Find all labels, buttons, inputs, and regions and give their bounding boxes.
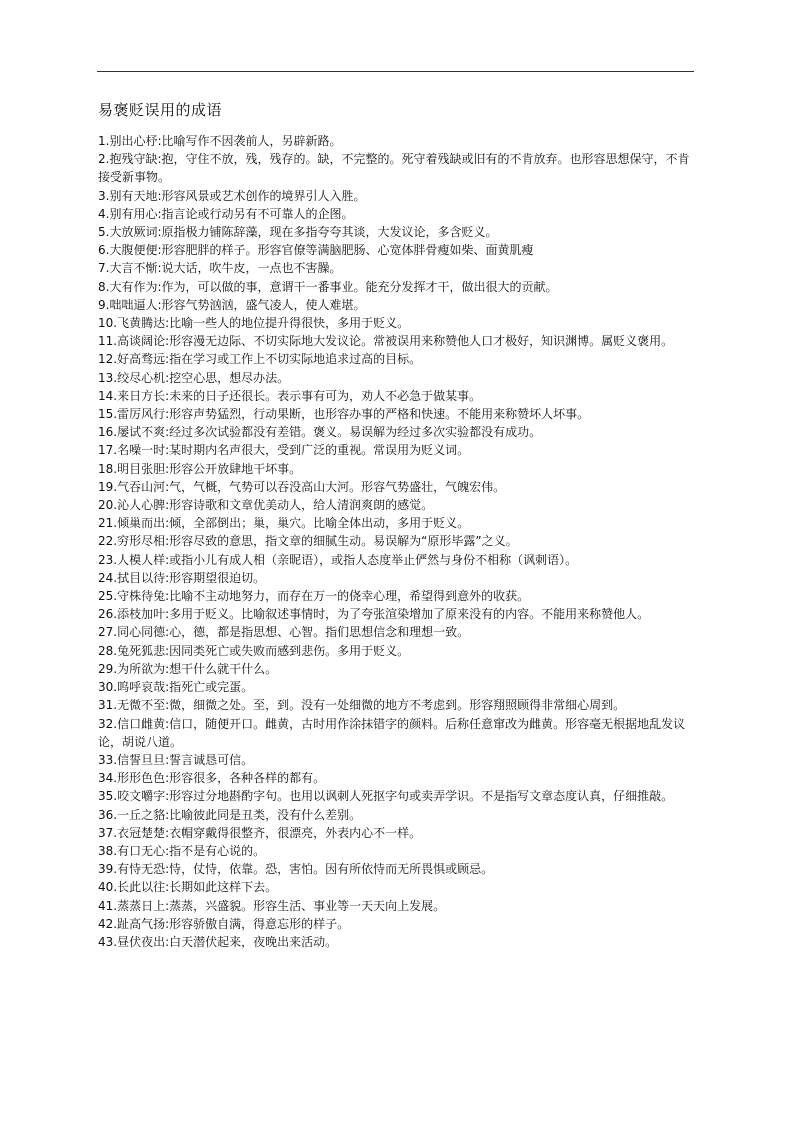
- idiom-entry-text: 6.大腹便便:形容肥胖的样子。形容官僚等满脑肥肠、心宽体胖骨瘦如柴、面黄肌瘦: [98, 243, 534, 258]
- idiom-entry-text: 42.趾高气扬:形容骄傲自满，得意忘形的样子。: [98, 916, 350, 931]
- idiom-entry: [98, 842, 694, 860]
- idiom-entry: [98, 551, 694, 569]
- idiom-entry: [98, 496, 694, 514]
- idiom-entry-text: 36.一丘之貉:比喻彼此同是丑类，没有什么差别。: [98, 807, 362, 822]
- idiom-entry: [98, 878, 694, 896]
- idiom-entry-text: 27.同心同德:心，德，都是指思想、心智。指们思想信念和理想一致。: [98, 625, 470, 640]
- idiom-entry-text: 8.大有作为:作为，可以做的事，意谓干一番事业。能充分发挥才干，做出很大的贡献。: [98, 279, 558, 294]
- idiom-entry: [98, 532, 694, 550]
- idiom-list: [98, 132, 694, 951]
- idiom-entry-text: 18.明目张胆:形容公开放肆地干坏事。: [98, 461, 302, 476]
- idiom-entry: [98, 678, 694, 696]
- idiom-entry-text: 29.为所欲为:想干什么就干什么。: [98, 661, 278, 676]
- idiom-entry: [98, 623, 694, 641]
- idiom-entry-text: 12.好高骛远:指在学习或工作上不切实际地追求过高的目标。: [98, 352, 422, 367]
- idiom-entry: [98, 369, 694, 387]
- idiom-entry-text: 35.咬文嚼字:形容过分地斟酌字句。也用以讽刺人死抠字句或卖弄学识。不是指写文章态度认真，仔细推敲。: [98, 789, 674, 804]
- idiom-entry: [98, 860, 694, 878]
- idiom-entry-text: 23.人模人样:或指小儿有成人相（亲昵语），或指人态度举止俨然与身份不相称（讽刺语）。: [98, 552, 578, 567]
- idiom-entry: [98, 478, 694, 496]
- idiom-entry: [98, 187, 694, 205]
- idiom-entry-text: 24.拭目以待:形容期望很迫切。: [98, 570, 266, 585]
- header-rule: [97, 71, 694, 72]
- idiom-entry: [98, 514, 694, 532]
- idiom-entry-text: 16.屡试不爽:经过多次试验都没有差错。褒义。易误解为经过多次实验都没有成功。: [98, 425, 542, 440]
- idiom-entry-text: 2.抱残守缺:抱，守住不放，残，残存的。缺，不完整的。死守着残缺或旧有的不肯放弃。也形容思想保守，不肯接受新事物。: [98, 152, 690, 185]
- idiom-entry-text: 30.呜呼哀哉:指死亡或完蛋。: [98, 680, 254, 695]
- idiom-entry-text: 17.名噪一时:某时期内名声很大，受到广泛的重视。常误用为贬义词。: [98, 443, 470, 458]
- idiom-entry-text: 39.有恃无恐:恃，仗恃，依靠。恐，害怕。因有所依恃而无所畏惧或顾忌。: [98, 862, 494, 877]
- idiom-entry-text: 20.沁人心脾:形容诗歌和文章优美动人，给人清润爽朗的感觉。: [98, 498, 434, 513]
- idiom-entry: [98, 587, 694, 605]
- idiom-entry-text: 19.气吞山河:气，气概，气势可以吞没高山大河。形容气势盛壮，气魄宏伟。: [98, 479, 506, 494]
- idiom-entry: [98, 460, 694, 478]
- idiom-entry-text: 32.信口雌黄:信口，随便开口。雌黄，古时用作涂抹错字的颜料。后称任意窜改为雌黄。形容毫无根据地乱发议论，胡说八道。: [98, 716, 686, 749]
- idiom-entry: [98, 205, 694, 223]
- idiom-entry: [98, 387, 694, 405]
- idiom-entry: [98, 915, 694, 933]
- idiom-entry: [98, 423, 694, 441]
- idiom-entry-text: 34.形形色色:形容很多，各种各样的都有。: [98, 771, 326, 786]
- idiom-entry-text: 22.穷形尽相:形容尽致的意思，指文章的细腻生动。易误解为“原形毕露”之义。: [98, 534, 518, 549]
- idiom-entry-text: 37.衣冠楚楚:衣帽穿戴得很整齐，很漂亮，外表内心不一样。: [98, 825, 422, 840]
- idiom-entry-text: 14.来日方长:未来的日子还很长。表示事有可为，劝人不必急于做某事。: [98, 388, 482, 403]
- idiom-entry-text: 21.倾巢而出:倾，全部倒出；巢，巢穴。比喻全体出动，多用于贬义。: [98, 516, 470, 531]
- idiom-entry-text: 28.兔死狐悲:因同类死亡或失败而感到悲伤。多用于贬义。: [98, 643, 410, 658]
- idiom-entry-text: 13.绞尽心机:挖空心思，想尽办法。: [98, 370, 290, 385]
- idiom-entry-text: 43.昼伏夜出:白天潜伏起来，夜晚出来活动。: [98, 934, 338, 949]
- idiom-entry: [98, 660, 694, 678]
- idiom-entry: [98, 933, 694, 951]
- idiom-entry: [98, 405, 694, 423]
- idiom-entry: [98, 223, 694, 241]
- idiom-entry-text: 10.飞黄腾达:比喻一些人的地位提升得很快，多用于贬义。: [98, 316, 410, 331]
- idiom-entry: [98, 696, 694, 714]
- idiom-entry-text: 25.守株待兔:比喻不主动地努力，而存在万一的侥幸心理，希望得到意外的收获。: [98, 589, 530, 604]
- document-title: 易褒贬误用的成语: [98, 101, 223, 119]
- idiom-entry-text: 38.有口无心:指不是有心说的。: [98, 843, 266, 858]
- idiom-entry: [98, 569, 694, 587]
- idiom-entry-text: 40.长此以往:长期如此这样下去。: [98, 880, 278, 895]
- idiom-entry-text: 1.别出心杼:比喻写作不因袭前人，另辟新路。: [98, 134, 342, 148]
- idiom-entry: [98, 296, 694, 314]
- idiom-entry-text: 9.咄咄逼人:形容气势汹汹，盛气凌人，使人难堪。: [98, 297, 366, 312]
- idiom-entry: [98, 806, 694, 824]
- idiom-entry-text: 31.无微不至:微，细微之处。至，到。没有一处细微的地方不考虑到。形容翔照顾得非常细心周到。: [98, 698, 626, 713]
- idiom-entry-text: 41.蒸蒸日上:蒸蒸，兴盛貌。形容生活、事业等一天天向上发展。: [98, 898, 446, 913]
- idiom-entry: [98, 751, 694, 769]
- idiom-entry: [98, 241, 694, 259]
- idiom-entry: [98, 715, 694, 751]
- idiom-entry: [98, 605, 694, 623]
- idiom-entry: [98, 332, 694, 350]
- idiom-entry: [98, 441, 694, 459]
- idiom-entry-text: 26.添枝加叶:多用于贬义。比喻叙述事情时，为了夸张渲染增加了原来没有的内容。不能用来称赞他人。: [98, 607, 650, 622]
- idiom-entry-text: 33.信誓旦旦:誓言诚恳可信。: [98, 752, 254, 767]
- idiom-entry: [98, 824, 694, 842]
- idiom-entry: [98, 150, 694, 186]
- idiom-entry-text: 7.大言不惭:说大话，吹牛皮，一点也不害臊。: [98, 261, 342, 276]
- idiom-entry-text: 4.别有用心:指言论或行动另有不可靠人的企图。: [98, 206, 354, 221]
- idiom-entry: [98, 132, 694, 150]
- idiom-entry: [98, 897, 694, 915]
- idiom-entry: [98, 314, 694, 332]
- idiom-entry: [98, 769, 694, 787]
- idiom-entry-text: 3.别有天地:形容风景或艺术创作的境界引人入胜。: [98, 188, 366, 203]
- idiom-entry-text: 11.高谈阔论:形容漫无边际、不切实际地大发议论。常被误用来称赞他人口才极好，知识渊博。属贬义褒用。: [98, 334, 674, 349]
- idiom-entry-text: 5.大放厥词:原指极力铺陈辞藻，现在多指夸夸其谈，大发议论，多含贬义。: [98, 225, 498, 240]
- idiom-entry: [98, 278, 694, 296]
- idiom-entry: [98, 259, 694, 277]
- idiom-entry: [98, 642, 694, 660]
- idiom-entry: [98, 787, 694, 805]
- idiom-entry-text: 15.雷厉风行:形容声势猛烈，行动果断，也形容办事的严格和快速。不能用来称赞坏人坏事。: [98, 407, 590, 422]
- idiom-entry: [98, 350, 694, 368]
